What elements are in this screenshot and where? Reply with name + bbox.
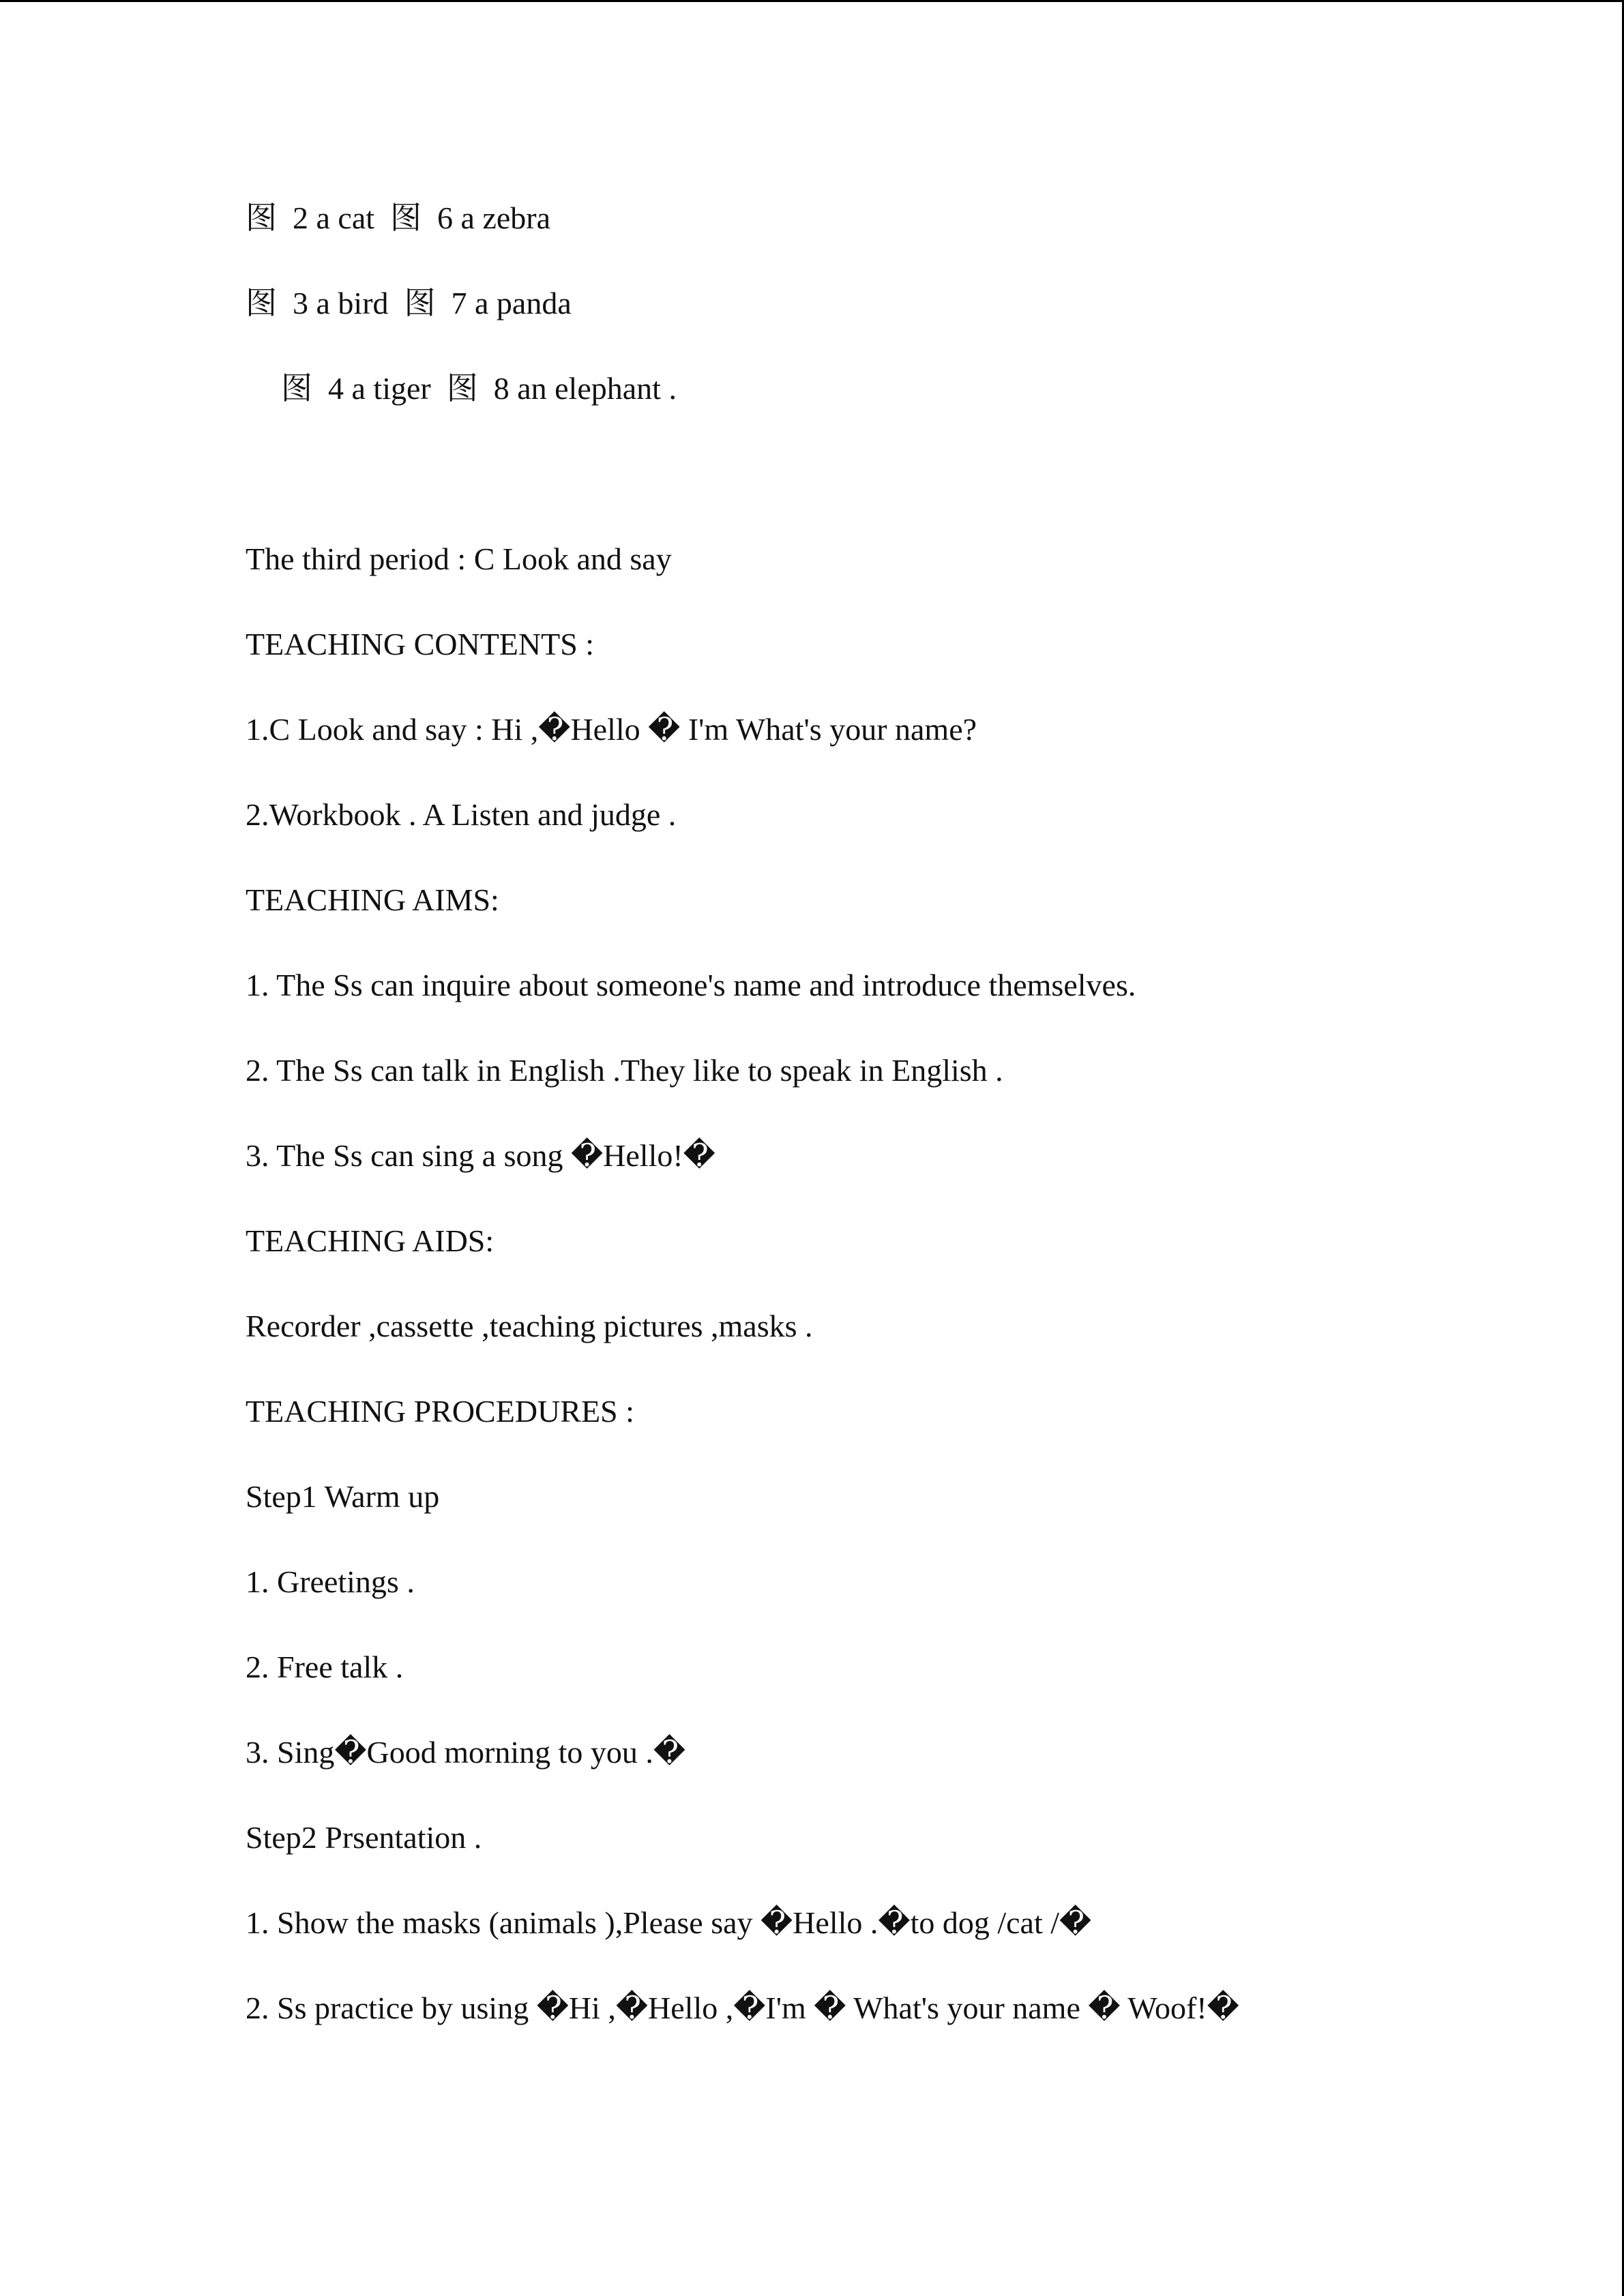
teaching-procedures-heading: TEACHING PROCEDURES :: [246, 1394, 634, 1429]
teaching-contents-heading: TEACHING CONTENTS :: [246, 627, 595, 661]
period-heading: The third period : C Look and say: [246, 541, 672, 576]
step2-item-2: 2. Ss practice by using �Hi ,�Hello ,�I'm � What's your name � Woof!�: [246, 1991, 1239, 2025]
aims-item-2: 2. The Ss can talk in English .They like to speak in English .: [246, 1053, 1003, 1088]
step1-item-3: 3. Sing�Good morning to you .�: [246, 1735, 686, 1770]
step2-heading: Step2 Prsentation .: [246, 1820, 482, 1855]
step1-heading: Step1 Warm up: [246, 1479, 440, 1514]
contents-item-1: 1.C Look and say : Hi ,�Hello � I'm What's your name?: [246, 712, 977, 747]
aims-item-1: 1. The Ss can inquire about someone's name and introduce themselves.: [246, 968, 1136, 1002]
aids-list: Recorder ,cassette ,teaching pictures ,masks .: [246, 1309, 813, 1343]
teaching-aims-heading: TEACHING AIMS:: [246, 882, 499, 917]
step1-item-2: 2. Free talk .: [246, 1650, 404, 1684]
teaching-aids-heading: TEACHING AIDS:: [246, 1223, 494, 1258]
picture-list-line-2: 图 3 a bird 图 7 a panda: [246, 286, 572, 320]
picture-list-line-1: 图 2 a cat 图 6 a zebra: [246, 200, 551, 235]
step2-item-1: 1. Show the masks (animals ),Please say �Hello .�to dog /cat /�: [246, 1905, 1092, 1940]
aims-item-3: 3. The Ss can sing a song �Hello!�: [246, 1138, 715, 1173]
picture-list-line-3: 图 4 a tiger 图 8 an elephant .: [281, 371, 677, 406]
contents-item-2: 2.Workbook . A Listen and judge .: [246, 797, 677, 832]
step1-item-1: 1. Greetings .: [246, 1564, 415, 1599]
